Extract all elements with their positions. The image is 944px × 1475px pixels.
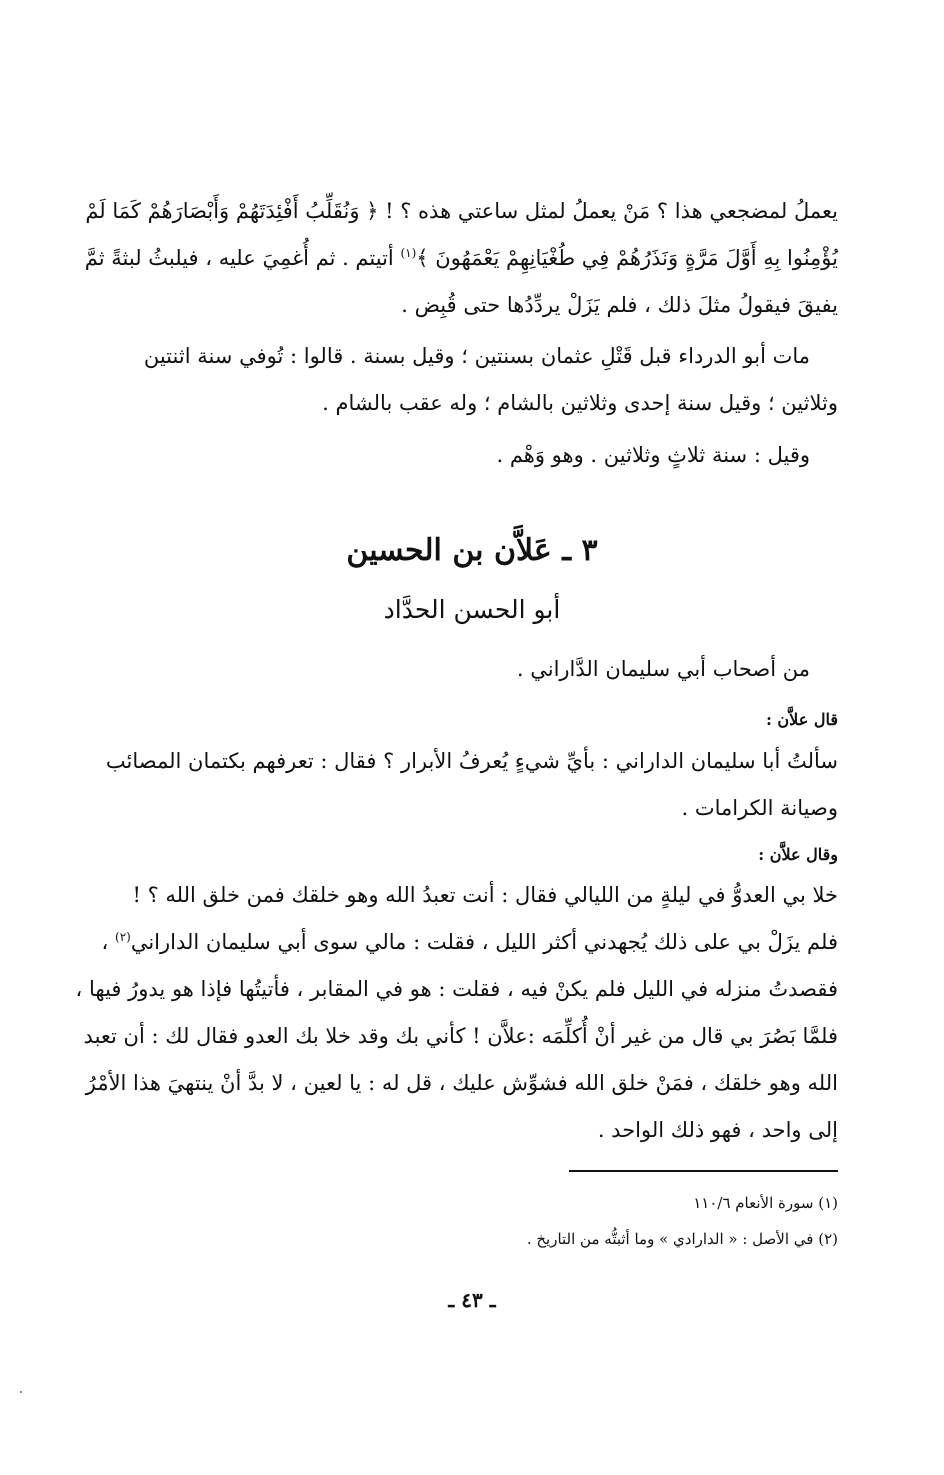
quote-label: وقال علاَّن : [758,845,838,864]
text-line [84,235,838,282]
footnote-divider [569,1170,838,1172]
quote-paragraph [106,738,838,832]
death-date-paragraph [106,333,838,427]
text-line [101,919,838,966]
text-line: خلا بي العدوُّ في ليلةٍ من الليالي فقال : أنت تعبدُ الله وهو خلقك فمن خلق الله ؟ ! [132,883,838,907]
text-line: من أصحاب أبي سليمان الدَّاراني . [516,657,810,681]
text-fragment: ، [101,930,115,954]
text-line: وثلاثين ؛ وقيل سنة إحدى وثلاثين بالشام ؛ وله عقب بالشام . [322,391,838,415]
text-line: مات أبو الدرداء قبل قَتْلِ عثمان بسنتين ؛ وقيل بسنة . قالوا : تُوفي سنة اثنتين [143,344,810,368]
alternate-date-paragraph [106,432,838,479]
footnote-ref: (٢) [115,930,131,944]
passage-continuation [84,188,838,329]
text-line: الله وهو خلقك ، فمَنْ خلق الله فشوِّش عليك ، قل له : يا لعين ، لا بدَّ أنْ ينتهيَ هذا الأمْرُ [85,1071,838,1095]
text-fragment: أتيتم . ثم أُغمِيَ عليه ، فيلبثُ لبثةً ثمَّ [84,246,401,270]
quote-paragraph [75,872,838,1154]
text-line: يفيقَ فيقولُ مثلَ ذلك ، فلم يَزَلْ يردِّدُها حتى قُبِض . [401,293,838,317]
footnote-ref: (١) [400,246,417,260]
text-line: فقصدتُ منزله في الليل فلم يكنْ فيه ، فقلت : هو في المقابر ، فأتيتُها فإذا هو يدورُ فيها ، [75,977,838,1001]
text-fragment: فلم يزَلْ بي على ذلك يُجهدني أكثر الليل ، فقلت : مالي سوى أبي سليمان الداراني [130,930,838,954]
quote-label: قال علاَّن : [765,710,838,729]
text-line: فلمَّا بَصُرَ بي قال من غير أنْ أُكلِّمَه :علاَّن ! كأني بك وقد خلا بك العدو فقال لك : أن تعبد [83,1024,838,1048]
section-subtitle: أبو الحسن الحدَّاد [383,595,561,624]
text-line: وصيانة الكرامات . [681,796,838,820]
scan-speck [20,1391,22,1393]
footnote-1: (١) سورة الأنعام ١١٠/٦ [693,1194,838,1212]
section-intro [106,646,838,693]
page-number: ـ ٤٣ ـ [448,1288,496,1312]
section-title: ٣ ـ عَلاَّن بن الحسين [346,533,598,568]
footnote-2: (٢) في الأصل : « الدارادي » وما أثبتُّه من التاريخ . [526,1230,838,1248]
text-line: يعملُ لمضجعي هذا ؟ مَنْ يعملُ لمثل ساعتي هذه ؟ ! ﴿ وَنُقَلِّبُ أَفْئِدَتَهُمْ وَأَبْصَارَهُمْ كَمَا لَمْ [85,199,838,223]
quran-verse: يُؤْمِنُوا بِهِ أَوَّلَ مَرَّةٍ وَنَذَرُهُمْ فِي طُغْيَانِهِمْ يَعْمَهُونَ ﴾ [416,246,838,270]
footnotes [106,1185,838,1257]
text-line: وقيل : سنة ثلاثٍ وثلاثين . وهو وَهْم . [496,443,810,467]
text-line: سألتُ أبا سليمان الداراني : بأيِّ شيءٍ يُعرفُ الأبرار ؟ فقال : تعرفهم بكتمان المصائب [105,749,838,773]
text-line: إلى واحد ، فهو ذلك الواحد . [597,1118,838,1142]
